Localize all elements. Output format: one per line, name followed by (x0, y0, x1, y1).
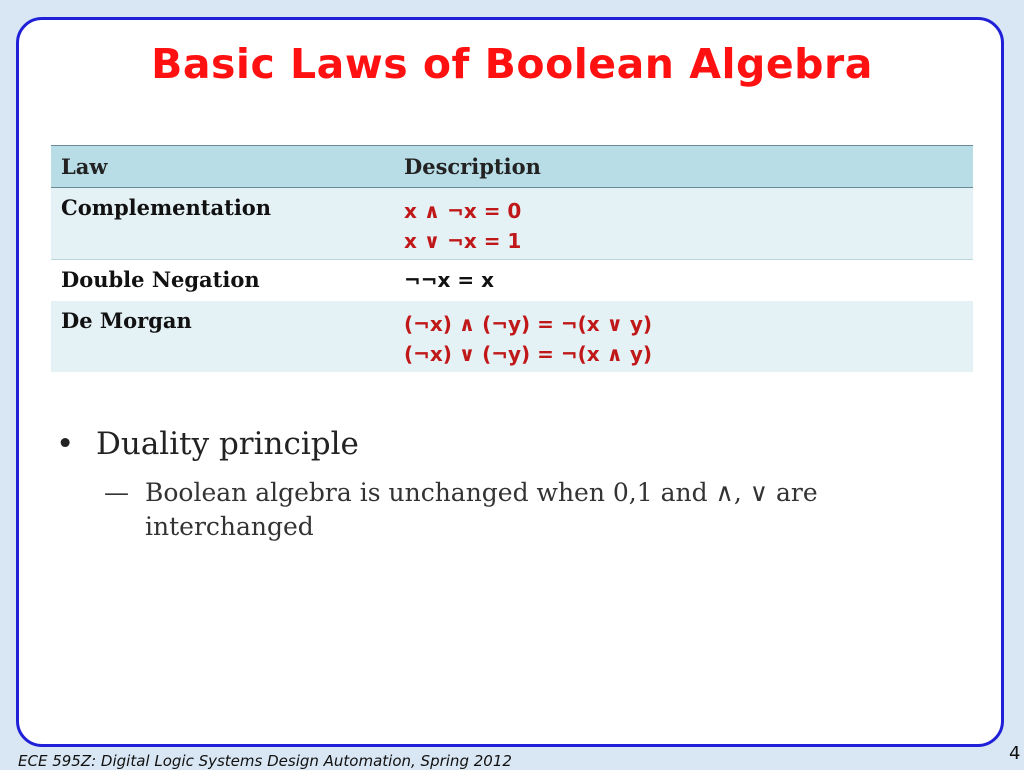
law-name-text: Complementation (61, 195, 272, 220)
equation: (¬x) ∨ (¬y) = ¬(x ∧ y) (404, 341, 653, 366)
header-description: Description (404, 154, 541, 179)
equation: (¬x) ∧ (¬y) = ¬(x ∨ y) (404, 311, 653, 336)
law-name-text: Double Negation (61, 267, 260, 292)
sub-bullet (104, 476, 894, 544)
slide-frame (16, 17, 1004, 747)
table-header-row (51, 146, 973, 188)
slide-title: Basic Laws of Boolean Algebra (151, 40, 873, 88)
equation: x ∧ ¬x = 0 (404, 199, 522, 223)
table-row-de-morgan (51, 301, 973, 372)
table-row-complementation (51, 188, 973, 260)
bullet-text: Duality principle (96, 426, 359, 462)
law-description (384, 188, 973, 260)
sub-bullet-line-2: interchanged (145, 512, 314, 541)
equation: x ∨ ¬x = 1 (404, 229, 522, 253)
law-name (51, 260, 384, 301)
slide-footer: ECE 595Z: Digital Logic Systems Design Automation, Spring 2012 (18, 752, 512, 770)
header-law: Law (61, 154, 108, 179)
sub-bullet-line-1: Boolean algebra is unchanged when 0,1 and ∧, ∨ are (145, 478, 818, 507)
equation: ¬¬x = x (404, 268, 494, 292)
law-name-text: De Morgan (61, 307, 192, 333)
page-number: 4 (1009, 743, 1021, 764)
law-description (384, 301, 973, 372)
law-description (384, 260, 973, 301)
sub-bullet-marker: — (104, 478, 129, 507)
law-name (51, 188, 384, 260)
law-name (51, 301, 384, 372)
bullet-duality (56, 426, 359, 462)
bullet-marker: • (56, 426, 75, 462)
laws-table (51, 145, 973, 372)
table-row-double-negation (51, 260, 973, 301)
